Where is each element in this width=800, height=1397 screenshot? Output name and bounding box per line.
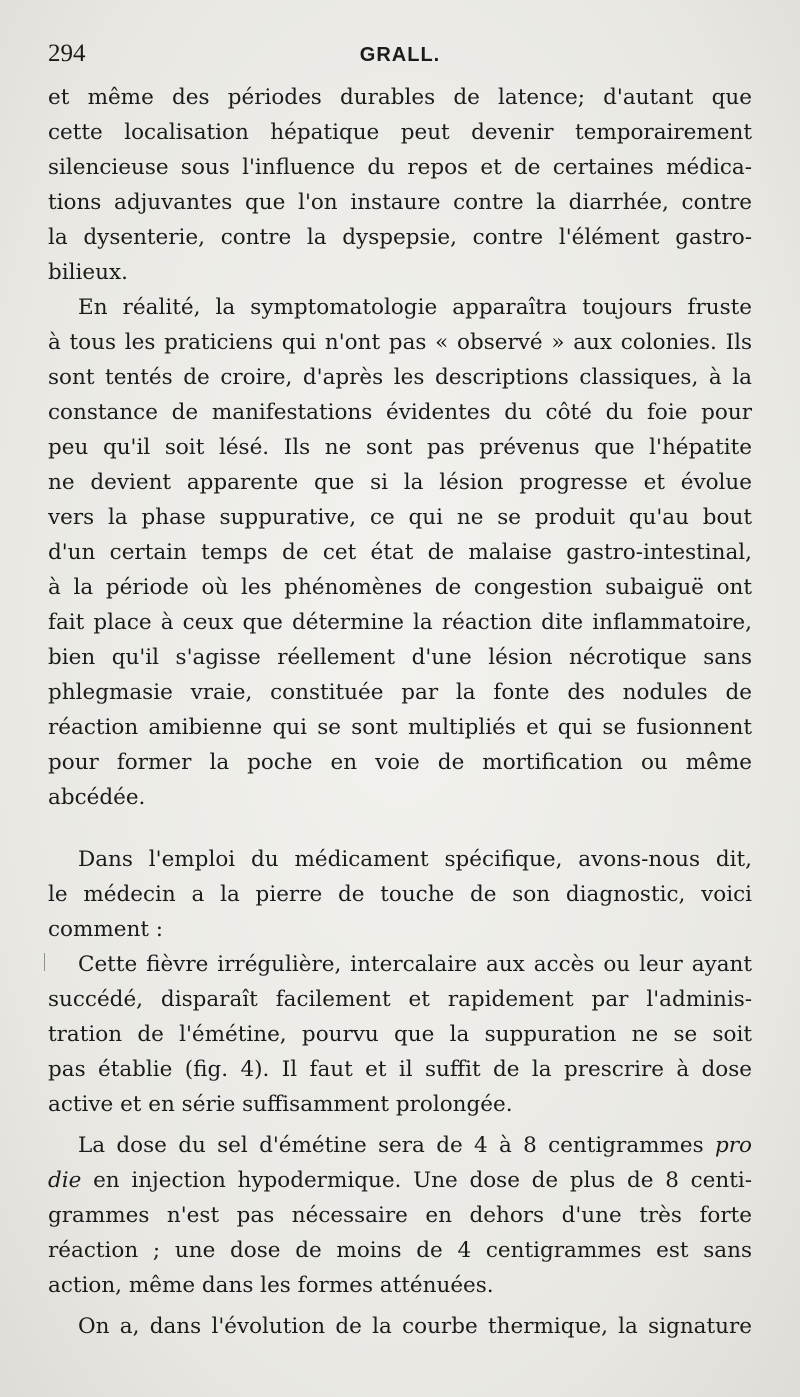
text-line: à la période où les phénomènes de congestion subaiguë ont <box>48 575 752 600</box>
text-line: Dans l'emploi du médicament spécifique, avons-nous dit, <box>78 847 752 872</box>
text-line: tions adjuvantes que l'on instaure contre la diarrhée, contre <box>48 190 752 215</box>
italic-text: pro <box>715 1133 752 1158</box>
text-line: vers la phase suppurative, ce qui ne se produit qu'au bout <box>48 505 752 530</box>
text-line: cette localisation hépatique peut devenir temporairement <box>48 120 752 145</box>
paragraph-2 <box>48 290 752 815</box>
paragraph-4 <box>48 947 752 1122</box>
text-line: En réalité, la symptomatologie apparaîtra toujours fruste <box>78 295 752 320</box>
text-line: abcédée. <box>48 785 146 810</box>
paragraph-3 <box>48 842 752 947</box>
italic-text: die <box>48 1168 82 1193</box>
paragraph-gap <box>48 815 752 842</box>
text-run: La dose du sel d'émétine sera de 4 à 8 centigrammes <box>78 1133 715 1158</box>
text-line: On a, dans l'évolution de la courbe thermique, la signature <box>78 1314 752 1339</box>
text-line: peu qu'il soit lésé. Ils ne sont pas prévenus que l'hépatite <box>48 435 752 460</box>
text-line: action, même dans les formes atténuées. <box>48 1273 494 1298</box>
text-line: grammes n'est pas nécessaire en dehors d'une très forte <box>48 1203 752 1228</box>
text-line: active et en série suffisamment prolongée. <box>48 1092 513 1117</box>
text-line: fait place à ceux que détermine la réaction dite inflammatoire, <box>48 610 752 635</box>
paragraph-6 <box>48 1309 752 1344</box>
page-number: 294 <box>48 40 86 67</box>
running-head: GRALL. <box>359 44 441 66</box>
text-line: la dysenterie, contre la dyspepsie, contre l'élément gastro- <box>48 225 752 250</box>
text-line: pour former la poche en voie de mortification ou même <box>48 750 752 775</box>
text-line: comment : <box>48 917 164 942</box>
paragraph-1 <box>48 80 752 290</box>
text-line: le médecin a la pierre de touche de son diagnostic, voici <box>48 882 752 907</box>
text-line: constance de manifestations évidentes du côté du foie pour <box>48 400 752 425</box>
text-run: en injection hypodermique. Une dose de plus de 8 centi- <box>81 1168 752 1193</box>
text-line <box>48 1128 752 1163</box>
text-body <box>48 80 752 1344</box>
text-line: pas établie (fig. 4). Il faut et il suffit de la prescrire à dose <box>48 1057 752 1082</box>
text-line: à tous les praticiens qui n'ont pas « observé » aux colonies. Ils <box>48 330 752 355</box>
text-line: Cette fièvre irrégulière, intercalaire aux accès ou leur ayant <box>78 952 752 977</box>
text-line: silencieuse sous l'influence du repos et de certaines médica- <box>48 155 752 180</box>
paragraph-5 <box>48 1128 752 1303</box>
text-line: tration de l'émétine, pourvu que la suppuration ne se soit <box>48 1022 752 1047</box>
text-line: réaction amibienne qui se sont multipliés et qui se fusionnent <box>48 715 752 740</box>
text-line <box>48 1163 752 1198</box>
text-line: ne devient apparente que si la lésion progresse et évolue <box>48 470 752 495</box>
page-header <box>48 40 752 76</box>
text-line: bilieux. <box>48 260 128 285</box>
text-line: succédé, disparaît facilement et rapidement par l'adminis- <box>48 987 752 1012</box>
text-line: et même des périodes durables de latence; d'autant que <box>48 85 752 110</box>
text-line: d'un certain temps de cet état de malaise gastro-intestinal, <box>48 540 752 565</box>
text-line: phlegmasie vraie, constituée par la fonte des nodules de <box>48 680 752 705</box>
margin-mark <box>44 953 49 971</box>
text-line: réaction ; une dose de moins de 4 centigrammes est sans <box>48 1238 752 1263</box>
text-line: bien qu'il s'agisse réellement d'une lésion nécrotique sans <box>48 645 752 670</box>
text-line: sont tentés de croire, d'après les descriptions classiques, à la <box>48 365 752 390</box>
